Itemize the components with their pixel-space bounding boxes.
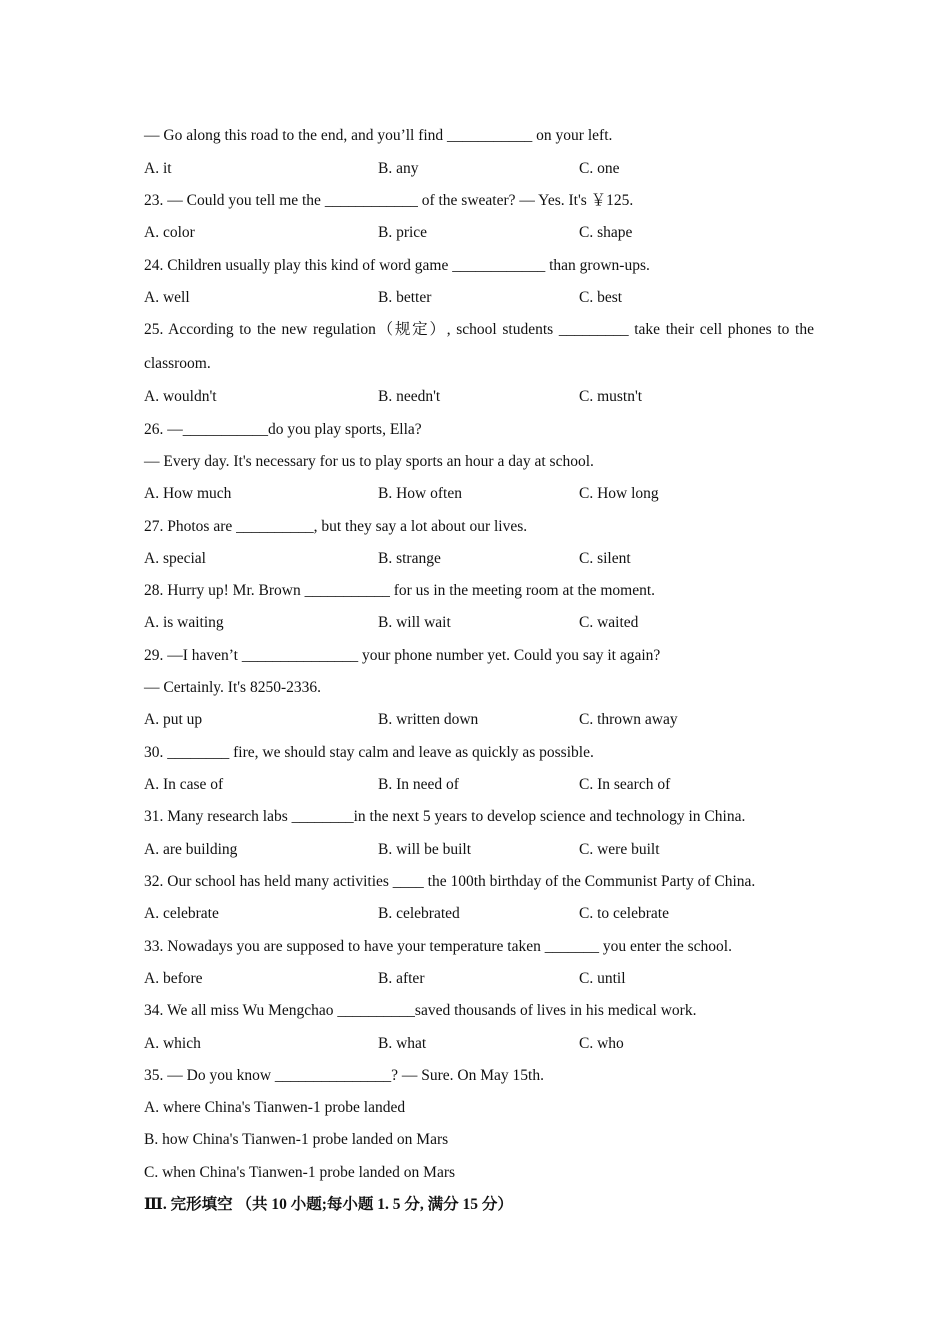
question-29-stem: 29. —I haven’t _______________ your phone number yet. Could you say it again?	[144, 647, 661, 664]
question-35-option-c: C. when China's Tianwen-1 probe landed on Mars	[144, 1164, 456, 1181]
option-a: A. put up	[144, 711, 203, 728]
option-a: A. which	[144, 1035, 201, 1052]
question-35-stem: 35. — Do you know _______________? — Sure. On May 15th.	[144, 1067, 544, 1084]
question-33-stem: 33. Nowadays you are supposed to have your temperature taken _______ you enter the school.	[144, 938, 732, 955]
option-c: C. mustn't	[579, 388, 643, 405]
question-24-stem: 24. Children usually play this kind of word game ____________ than grown-ups.	[144, 257, 650, 274]
option-a: A. are building	[144, 841, 238, 858]
option-b: B. will be built	[378, 841, 471, 858]
option-b: B. written down	[378, 711, 479, 728]
option-a: A. before	[144, 970, 203, 987]
option-a: A. How much	[144, 485, 232, 502]
option-a: A. In case of	[144, 776, 224, 793]
question-26-stem: 26. —___________do you play sports, Ella?	[144, 421, 422, 438]
option-a: A. it	[144, 160, 172, 177]
option-b: B. How often	[378, 485, 462, 502]
question-31-stem: 31. Many research labs ________in the next 5 years to develop science and technology in China.	[144, 808, 746, 825]
option-c: C. who	[579, 1035, 624, 1052]
option-b: B. will wait	[378, 614, 451, 631]
option-a: A. color	[144, 224, 195, 241]
option-b: B. celebrated	[378, 905, 460, 922]
question-25-stem: 25. According to the new regulation（规定）, school students _________ take their cell phones to the classroom.	[144, 321, 814, 372]
option-c: C. to celebrate	[579, 905, 669, 922]
option-a: A. well	[144, 289, 190, 306]
option-b: B. In need of	[378, 776, 459, 793]
option-c: C. How long	[579, 485, 659, 502]
option-b: B. better	[378, 289, 432, 306]
option-b: B. after	[378, 970, 425, 987]
option-c: C. until	[579, 970, 626, 987]
question-27-stem: 27. Photos are __________, but they say a lot about our lives.	[144, 518, 528, 535]
question-22-stem: — Go along this road to the end, and you’ll find ___________ on your left.	[144, 127, 613, 144]
option-a: A. celebrate	[144, 905, 219, 922]
question-28-stem: 28. Hurry up! Mr. Brown ___________ for us in the meeting room at the moment.	[144, 582, 656, 599]
option-c: C. In search of	[579, 776, 671, 793]
option-b: B. any	[378, 160, 419, 177]
option-a: A. special	[144, 550, 206, 567]
option-a: A. is waiting	[144, 614, 224, 631]
question-34-stem: 34. We all miss Wu Mengchao __________saved thousands of lives in his medical work.	[144, 1002, 697, 1019]
option-c: C. shape	[579, 224, 633, 241]
section-heading: Ⅲ. 完形填空 （共 10 小题;每小题 1. 5 分, 满分 15 分）	[144, 1196, 513, 1213]
question-29-reply: — Certainly. It's 8250-2336.	[144, 679, 322, 696]
option-b: B. needn't	[378, 388, 441, 405]
question-26-reply: — Every day. It's necessary for us to play sports an hour a day at school.	[144, 453, 594, 470]
option-b: B. what	[378, 1035, 427, 1052]
question-23-stem: 23. — Could you tell me the ____________ of the sweater? — Yes. It's ￥125.	[144, 192, 634, 209]
question-32-stem: 32. Our school has held many activities ____ the 100th birthday of the Communist Party of China.	[144, 873, 756, 890]
question-30-stem: 30. ________ fire, we should stay calm and leave as quickly as possible.	[144, 744, 594, 761]
question-35-option-b: B. how China's Tianwen-1 probe landed on Mars	[144, 1131, 449, 1148]
option-b: B. strange	[378, 550, 441, 567]
option-c: C. thrown away	[579, 711, 678, 728]
option-b: B. price	[378, 224, 428, 241]
option-c: C. waited	[579, 614, 639, 631]
option-c: C. one	[579, 160, 620, 177]
option-c: C. were built	[579, 841, 660, 858]
option-a: A. wouldn't	[144, 388, 217, 405]
option-c: C. silent	[579, 550, 631, 567]
option-c: C. best	[579, 289, 623, 306]
question-35-option-a: A. where China's Tianwen-1 probe landed	[144, 1099, 406, 1116]
